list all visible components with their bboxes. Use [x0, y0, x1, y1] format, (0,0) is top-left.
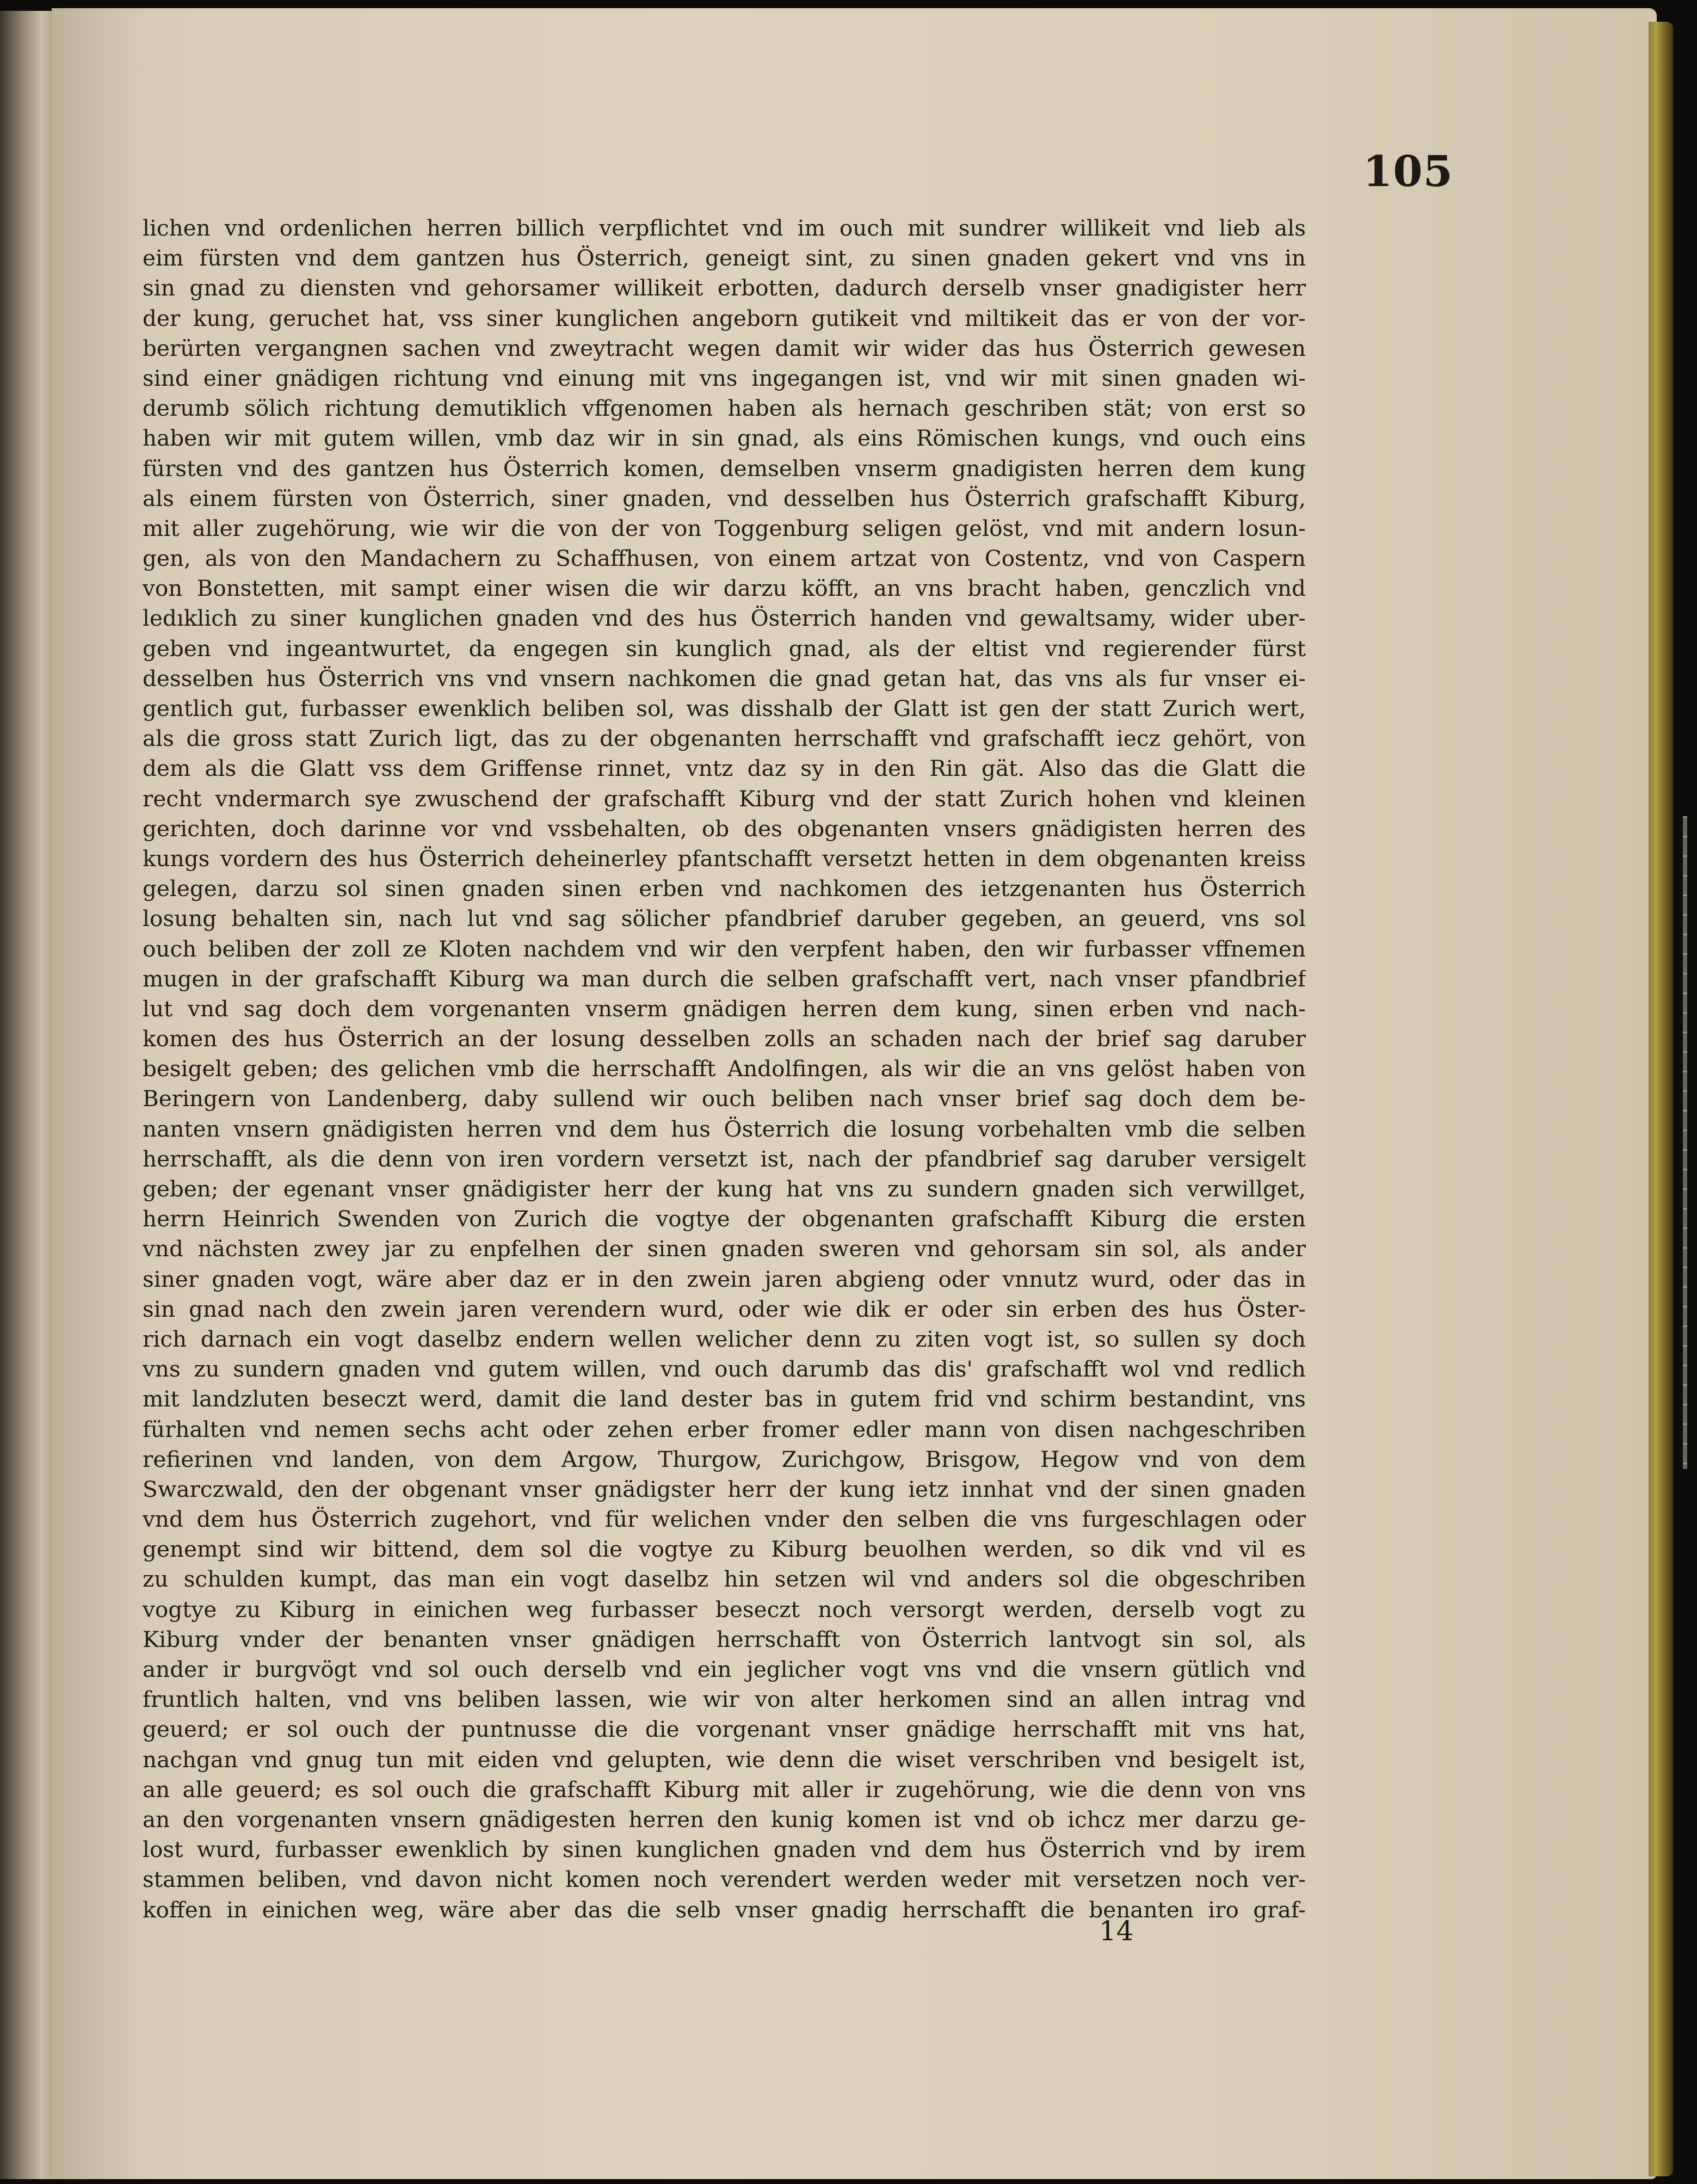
text-line: mugen in der grafschafft Kiburg wa man durch die selben grafschafft vert, nach vnser pfandbrief — [143, 965, 1306, 992]
text-line: der kung, geruchet hat, vss siner kunglichen angeborn gutikeit vnd miltikeit das er von der vor- — [143, 305, 1306, 331]
text-line: Swarczwald, den der obgenant vnser gnädigster herr der kung ietz innhat vnd der sinen gnaden — [143, 1476, 1306, 1502]
text-line: geben vnd ingeantwurtet, da engegen sin kunglich gnad, als der eltist vnd regierender fürst — [143, 635, 1306, 662]
text-line: haben wir mit gutem willen, vmb daz wir in sin gnad, als eins Römischen kungs, vnd ouch eins — [143, 425, 1306, 452]
text-line: komen des hus Österrich an der losung desselben zolls an schaden nach der brief sag daruber — [143, 1026, 1306, 1052]
text-line: gen, als von den Mandachern zu Schaffhusen, von einem artzat von Costentz, vnd von Caspern — [143, 545, 1306, 572]
text-line: lichen vnd ordenlichen herren billich verpflichtet vnd im ouch mit sundrer willikeit vnd lieb als — [143, 215, 1306, 241]
text-line: an alle geuerd; es sol ouch die grafschafft Kiburg mit aller ir zugehörung, wie die denn von vns — [143, 1776, 1306, 1803]
text-line: nanten vnsern gnädigisten herren vnd dem hus Österrich die losung vorbehalten vmb die selben — [143, 1115, 1306, 1142]
text-line: vnd nächsten zwey jar zu enpfelhen der sinen gnaden sweren vnd gehorsam sin sol, als ander — [143, 1236, 1306, 1262]
signature-mark: 14 — [1099, 1915, 1134, 1947]
text-line: ouch beliben der zoll ze Kloten nachdem vnd wir den verpfent haben, den wir furbasser vffnemen — [143, 935, 1306, 962]
text-line: fürsten vnd des gantzen hus Österrich komen, demselben vnserm gnadigisten herren dem kung — [143, 455, 1306, 482]
text-line: derumb sölich richtung demutiklich vffgenomen haben als hernach geschriben stät; von erst so — [143, 395, 1306, 422]
text-line: fürhalten vnd nemen sechs acht oder zehen erber fromer edler mann von disen nachgeschriben — [143, 1416, 1306, 1442]
text-line: besigelt geben; des gelichen vmb die herrschafft Andolfingen, als wir die an vns gelöst haben von — [143, 1056, 1306, 1082]
text-line: siner gnaden vogt, wäre aber daz er in den zwein jaren abgieng oder vnnutz wurd, oder das in — [143, 1266, 1306, 1292]
page-number: 105 — [1363, 147, 1453, 196]
text-line: desselben hus Österrich vns vnd vnsern nachkomen die gnad getan hat, das vns als fur vnser ei- — [143, 665, 1306, 692]
text-line: nachgan vnd gnug tun mit eiden vnd gelupten, wie denn die wiset verschriben vnd besigelt ist, — [143, 1746, 1306, 1773]
text-line: recht vndermarch sye zwuschend der grafschafft Kiburg vnd der statt Zurich hohen vnd kleinen — [143, 785, 1306, 812]
text-line: koffen in einichen weg, wäre aber das die selb vnser gnadig herrschafft die benanten iro graf- — [143, 1896, 1306, 1923]
text-line: gelegen, darzu sol sinen gnaden sinen erben vnd nachkomen des ietzgenanten hus Österrich — [143, 875, 1306, 902]
text-line: als einem fürsten von Österrich, siner gnaden, vnd desselben hus Österrich grafschafft Kiburg, — [143, 485, 1306, 511]
text-line: mit landzluten beseczt werd, damit die land dester bas in gutem frid vnd schirm bestandint, vns — [143, 1386, 1306, 1412]
text-line: stammen beliben, vnd davon nicht komen noch verendert werden weder mit versetzen noch ver- — [143, 1866, 1306, 1893]
text-line: herrn Heinrich Swenden von Zurich die vogtye der obgenanten grafschafft Kiburg die ersten — [143, 1206, 1306, 1232]
text-line: berürten vergangnen sachen vnd zweytracht wegen damit wir wider das hus Österrich gewesen — [143, 335, 1306, 361]
text-line: sin gnad zu diensten vnd gehorsamer willikeit erbotten, dadurch derselb vnser gnadigister herr — [143, 275, 1306, 301]
text-line: kungs vordern des hus Österrich deheinerley pfantschafft versetzt hetten in dem obgenanten kreiss — [143, 845, 1306, 872]
text-line: gentlich gut, furbasser ewenklich beliben sol, was disshalb der Glatt ist gen der statt Zurich wert, — [143, 695, 1306, 721]
text-line: von Bonstetten, mit sampt einer wisen die wir darzu köfft, an vns bracht haben, genczlich vnd — [143, 575, 1306, 602]
text-line: vnd dem hus Österrich zugehort, vnd für welichen vnder den selben die vns furgeschlagen oder — [143, 1506, 1306, 1533]
text-line: ledıklich zu siner kunglichen gnaden vnd des hus Österrich handen vnd gewaltsamy, wider uber- — [143, 605, 1306, 632]
text-line: mit aller zugehörung, wie wir die von der von Toggenburg seligen gelöst, vnd mit andern losun- — [143, 515, 1306, 541]
text-line: an den vorgenanten vnsern gnädigesten herren den kunig komen ist vnd ob ichcz mer darzu ge- — [143, 1806, 1306, 1833]
text-line: sind einer gnädigen richtung vnd einung mit vns ingegangen ist, vnd wir mit sinen gnaden wi- — [143, 365, 1306, 391]
body-text — [143, 213, 1306, 1925]
text-line: geuerd; er sol ouch der puntnusse die die vorgenant vnser gnädige herrschafft mit vns hat, — [143, 1716, 1306, 1743]
text-line: genempt sind wir bittend, dem sol die vogtye zu Kiburg beuolhen werden, so dik vnd vil es — [143, 1536, 1306, 1563]
text-line: dem als die Glatt vss dem Griffense rinnet, vntz daz sy in den Rin gät. Also das die Glatt die — [143, 755, 1306, 782]
text-line: eim fürsten vnd dem gantzen hus Österrich, geneigt sint, zu sinen gnaden gekert vnd vns in — [143, 245, 1306, 272]
scale-ruler — [1683, 816, 1687, 1469]
text-line: lost wurd, furbasser ewenklich by sinen kunglichen gnaden vnd dem hus Österrich vnd by irem — [143, 1836, 1306, 1863]
text-line: als die gross statt Zurich ligt, das zu der obgenanten herrschafft vnd grafschafft iecz gehört, von — [143, 725, 1306, 752]
text-line: lut vnd sag doch dem vorgenanten vnserm gnädigen herren dem kung, sinen erben vnd nach- — [143, 995, 1306, 1022]
facing-page-edge — [0, 11, 52, 2179]
text-line: Kiburg vnder der benanten vnser gnädigen herrschafft von Österrich lantvogt sin sol, als — [143, 1626, 1306, 1652]
text-line: gerichten, doch darinne vor vnd vssbehalten, ob des obgenanten vnsers gnädigisten herren des — [143, 815, 1306, 842]
text-line: geben; der egenant vnser gnädigister herr der kung hat vns zu sundern gnaden sich verwillget, — [143, 1176, 1306, 1202]
text-line: fruntlich halten, vnd vns beliben lassen, wie wir von alter herkomen sind an allen intrag vnd — [143, 1686, 1306, 1713]
text-line: vogtye zu Kiburg in einichen weg furbasser beseczt noch versorgt werden, derselb vogt zu — [143, 1596, 1306, 1622]
text-line: vns zu sundern gnaden vnd gutem willen, vnd ouch darumb das dis' grafschafft wol vnd redlich — [143, 1356, 1306, 1383]
text-line: losung behalten sin, nach lut vnd sag sölicher pfandbrief daruber gegeben, an geuerd, vns sol — [143, 905, 1306, 932]
book-fore-edge — [1649, 22, 1673, 2176]
text-line: rich darnach ein vogt daselbz endern wellen welicher denn zu ziten vogt ist, so sullen sy doch — [143, 1325, 1306, 1352]
text-line: ander ir burgvögt vnd sol ouch derselb vnd ein jeglicher vogt vns vnd die vnsern gütlich vnd — [143, 1656, 1306, 1682]
text-line: Beringern von Landenberg, daby sullend wir ouch beliben nach vnser brief sag doch dem be- — [143, 1085, 1306, 1112]
text-line: sin gnad nach den zwein jaren verendern wurd, oder wie dik er oder sin erben des hus Öster- — [143, 1295, 1306, 1322]
text-line: herrschafft, als die denn von iren vordern versetzt ist, nach der pfandbrief sag daruber versigelt — [143, 1145, 1306, 1172]
text-line: refierinen vnd landen, von dem Argow, Thurgow, Zurichgow, Brisgow, Hegow vnd von dem — [143, 1446, 1306, 1472]
text-line: zu schulden kumpt, das man ein vogt daselbz hin setzen wil vnd anders sol die obgeschriben — [143, 1566, 1306, 1593]
